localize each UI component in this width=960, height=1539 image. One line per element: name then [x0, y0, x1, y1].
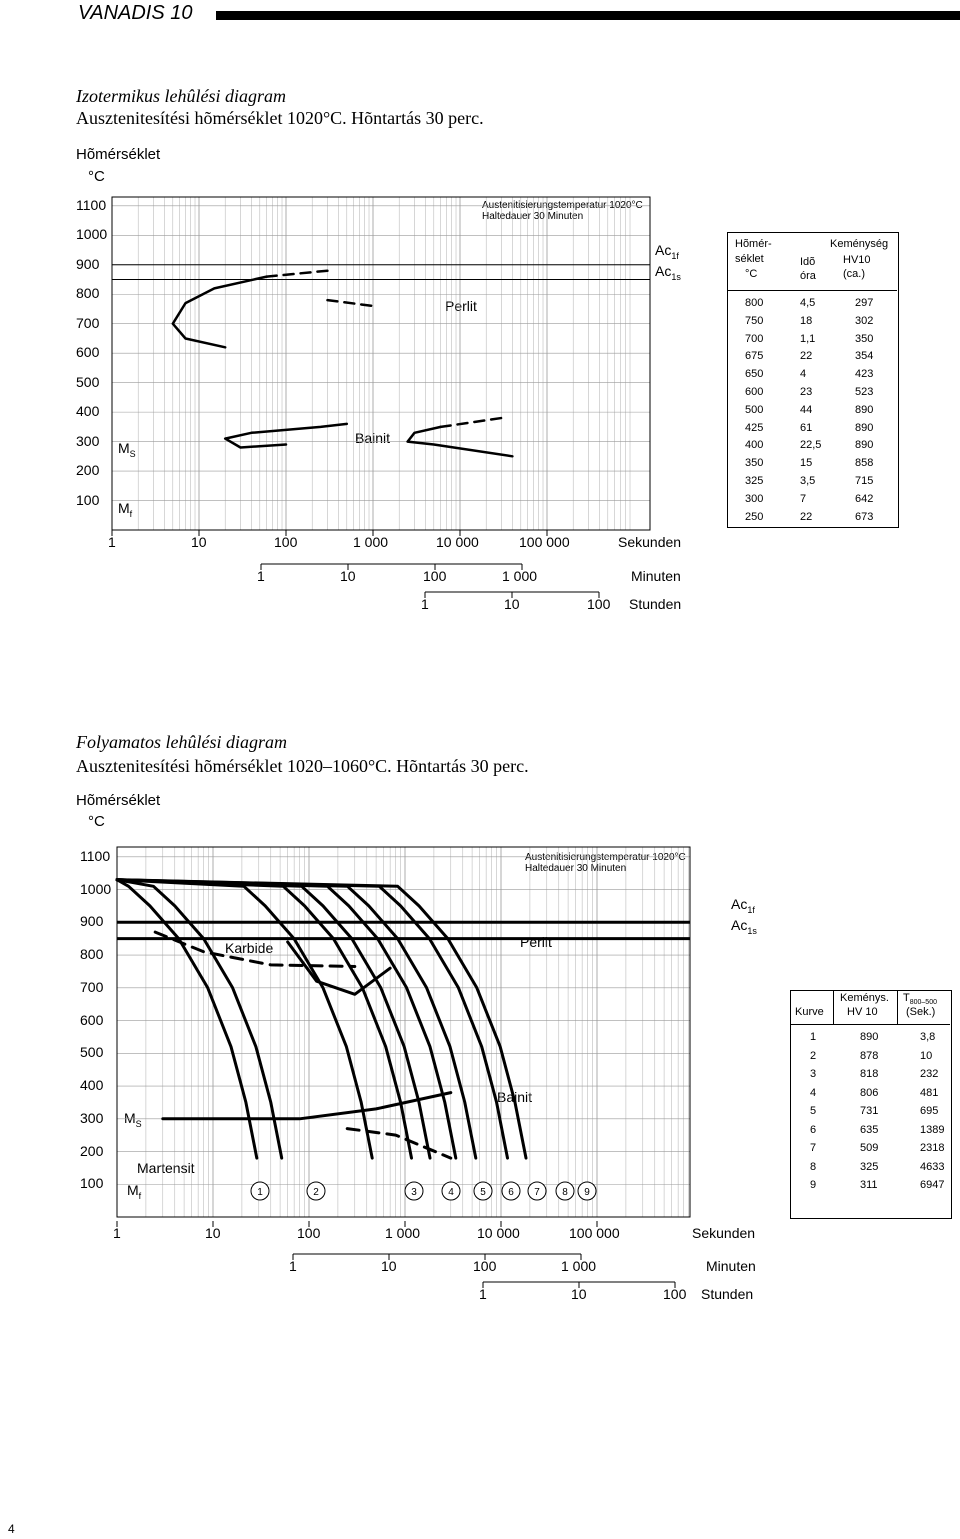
chart2-x-tick: 1 [113, 1225, 121, 1241]
chart1-annotation-line2: Haltedauer 30 Minuten [482, 211, 584, 222]
chart2-table-cell: 7 [810, 1142, 817, 1154]
chart1-y-tick: 1000 [76, 226, 108, 243]
chart2-x-unit: Stunden [701, 1286, 754, 1302]
chart2-table-cell: 8 [810, 1160, 817, 1173]
chart1-table-cell: 423 [855, 368, 874, 381]
chart2-mf-label: $M_f$ [127, 1182, 142, 1201]
chart1-x-tick: 1 000 [353, 534, 389, 550]
chart1-table-cell: 642 [855, 492, 874, 505]
chart2-frame [117, 847, 690, 1217]
chart2-curve-label: 1 [257, 1187, 263, 1198]
chart1-table-cell: 3,5 [800, 475, 816, 487]
chart1-table-cell: 523 [855, 386, 874, 398]
chart1-ac1f-label: $Ac_{1f}$ [655, 242, 679, 261]
chart2-x-unit: Minuten [706, 1258, 756, 1274]
chart2-table-cell: 4 [810, 1086, 817, 1099]
chart2-curve-label: 5 [480, 1187, 486, 1198]
chart1-table-cell: 350 [855, 332, 874, 345]
chart2-y-tick: 100 [80, 1175, 104, 1192]
chart1-bainit-finish-dashed [441, 418, 502, 427]
chart2-table-cell: 509 [860, 1142, 879, 1154]
chart2-table-cell: 9 [810, 1179, 817, 1191]
chart2-y-tick: 300 [80, 1109, 104, 1126]
chart1-table-cell: 890 [855, 421, 874, 434]
chart1-x-tick: 1 [421, 596, 429, 612]
chart2-curve-label: 2 [313, 1187, 319, 1198]
chart1-y-tick: 600 [76, 344, 100, 361]
chart2-x-tick: 10 000 [477, 1225, 520, 1241]
chart2-subtitle: Ausztenitesítési hõmérséklet 1020–1060°C. Hõntartás 30 perc. [76, 756, 529, 776]
chart1-table-cell: 4 [800, 368, 807, 381]
chart2-x-tick: 100 [663, 1286, 687, 1302]
chart2-y-tick: 1000 [80, 880, 112, 897]
page-number: 4 [8, 1522, 15, 1536]
chart2-annotation-line2: Haltedauer 30 Minuten [525, 863, 627, 874]
chart1-table-header-temp-1: Hõmér- [735, 238, 772, 250]
chart2-plot [117, 847, 690, 1288]
chart2-y-tick: 900 [80, 913, 104, 930]
chart2-y-tick: 400 [80, 1077, 104, 1094]
chart2-region-martensit: Martensit [137, 1160, 195, 1176]
chart1-table-cell: 500 [745, 403, 764, 416]
chart2-table-cell: 3 [810, 1068, 817, 1080]
chart2-y-tick: 800 [80, 946, 104, 963]
chart1-x-tick: 100 [587, 596, 611, 612]
chart1-y-tick: 500 [76, 373, 100, 390]
chart1-table-cell: 4,5 [800, 297, 816, 309]
chart1-table-cell: 22 [800, 510, 813, 523]
chart1-table-cell: 354 [855, 350, 874, 363]
chart1-table-header-time-1: Idõ [800, 256, 816, 268]
chart2-table-header-t-unit: (Sek.) [906, 1006, 936, 1018]
header-title: VANADIS 10 [78, 2, 193, 24]
chart1-x-tick: 10 [191, 534, 207, 550]
chart1-table-header-temp-2: séklet [735, 253, 764, 265]
chart1-table-cell: 673 [855, 510, 874, 523]
chart2-yunit: °C [88, 813, 105, 830]
chart1-table-cell: 22 [800, 350, 813, 363]
chart1-x-unit: Minuten [631, 568, 681, 584]
chart1-table-cell: 750 [745, 314, 764, 327]
chart1-table-cell: 700 [745, 332, 764, 345]
chart1-table-cell: 302 [855, 314, 874, 327]
chart1-table-header-temp-3: °C [745, 268, 758, 280]
chart1-region-perlit: Perlit [445, 298, 477, 314]
chart2-y-tick: 1100 [80, 847, 111, 864]
chart1-table-cell: 800 [745, 297, 764, 309]
chart2-region-karbide: Karbide [225, 940, 274, 956]
chart2-table-header-curve: Kurve [795, 1006, 824, 1018]
chart1-x-tick: 1 [108, 534, 116, 550]
chart2-x-tick: 1 [289, 1258, 297, 1274]
chart2-title: Folyamatos lehûlési diagram [76, 732, 287, 752]
chart2-region-perlit: Perlit [520, 934, 552, 950]
chart1-x-tick: 100 [423, 568, 447, 584]
chart2-x-tick: 1 [479, 1286, 487, 1302]
chart1-x-tick: 100 000 [519, 534, 570, 550]
chart1-x-tick: 1 000 [502, 568, 538, 584]
chart1-table-header-hard-3: (ca.) [843, 268, 865, 280]
chart2-table-header-hard-2: HV 10 [847, 1006, 878, 1018]
chart2-ylabel: Hõmérséklet [76, 792, 161, 809]
chart1-ac1s-label: $Ac_{1s}$ [655, 263, 681, 282]
chart2-region-bainit: Bainit [497, 1089, 533, 1105]
chart2-y-tick: 200 [80, 1142, 104, 1159]
chart1-region-bainit: Bainit [355, 430, 391, 446]
chart1-x-tick: 10 000 [436, 534, 479, 550]
chart2-table-cell: 2318 [920, 1142, 945, 1154]
chart1-table-cell: 715 [855, 475, 874, 487]
chart1-x-unit: Sekunden [618, 534, 682, 550]
chart1-x-tick: 100 [274, 534, 298, 550]
chart2-table-cell: 731 [860, 1105, 879, 1117]
chart2-table-cell: 1389 [920, 1123, 945, 1136]
chart1-table-cell: 61 [800, 421, 813, 434]
chart2-ac1f-label: $Ac_{1f}$ [731, 896, 755, 915]
chart1-y-tick: 200 [76, 462, 100, 479]
chart1-ylabel: Hõmérséklet [76, 146, 161, 163]
chart1-y-tick: 300 [76, 432, 100, 449]
chart2-annotation-line1: Austenitisierungstemperatur 1020°C [525, 852, 686, 863]
chart2-table-cell: 635 [860, 1123, 879, 1136]
chart2-table-cell: 3,8 [920, 1031, 936, 1043]
chart2-table-cell: 878 [860, 1049, 879, 1062]
chart1-frame [112, 197, 650, 530]
chart2-y-tick: 600 [80, 1011, 104, 1028]
chart1-annotation-line1: Austenitisierungstemperatur 1020°C [482, 200, 643, 211]
chart1-table-cell: 300 [745, 492, 764, 505]
chart2-x-tick: 100 000 [569, 1225, 620, 1241]
chart1-table-cell: 325 [745, 475, 764, 487]
chart2-table-cell: 890 [860, 1031, 879, 1043]
chart2-y-tick: 500 [80, 1044, 104, 1061]
chart2-ac1s-label: $Ac_{1s}$ [731, 917, 757, 936]
chart1-x-tick: 1 [257, 568, 265, 584]
chart1-y-tick: 800 [76, 285, 100, 302]
chart1-table-header-time-2: óra [800, 270, 816, 282]
chart2-curve-label: 6 [508, 1187, 514, 1198]
chart2-y-tick: 700 [80, 978, 104, 995]
chart1-y-tick: 700 [76, 314, 100, 331]
chart1-mf-label: $M_f$ [118, 500, 133, 519]
chart2-ms-label: $M_S$ [124, 1110, 142, 1129]
chart1-table-cell: 1,1 [800, 332, 816, 345]
chart2-bainit-finish [347, 1129, 451, 1159]
chart2-table-header-hard-1: Keménys. [840, 992, 889, 1004]
chart1-table-cell: 22,5 [800, 439, 822, 452]
chart2-table-cell: 806 [860, 1086, 879, 1099]
chart1-yunit: °C [88, 168, 105, 185]
chart2-table-cell: 232 [920, 1068, 939, 1080]
chart2-curve-label: 9 [584, 1187, 590, 1198]
chart1-y-tick: 1100 [76, 196, 107, 213]
chart2-curve-label: 7 [534, 1187, 540, 1198]
chart2-table-cell: 695 [920, 1105, 939, 1117]
chart1-y-tick: 900 [76, 255, 100, 272]
chart2-ms-line [163, 1093, 451, 1119]
chart2-x-tick: 1 000 [561, 1258, 597, 1274]
chart1-perlit-finish-dashed [328, 300, 374, 306]
chart1-x-unit: Stunden [629, 596, 682, 612]
chart1-table-cell: 425 [745, 421, 764, 434]
chart2-x-tick: 1 000 [385, 1225, 421, 1241]
chart1-table-cell: 297 [855, 297, 874, 309]
chart1-table-cell: 44 [800, 403, 813, 416]
chart1-y-tick: 400 [76, 403, 100, 420]
chart2-table-cell: 4633 [920, 1160, 945, 1173]
chart2-x-tick: 100 [297, 1225, 321, 1241]
chart1-table-cell: 650 [745, 368, 764, 381]
chart2-x-tick: 100 [473, 1258, 497, 1274]
chart2-table-cell: 2 [810, 1049, 817, 1062]
chart2-curve-label: 3 [411, 1187, 417, 1198]
chart2-table-cell: 6 [810, 1123, 817, 1136]
chart1-table-cell: 600 [745, 386, 764, 398]
chart2-table-cell: 10 [920, 1049, 933, 1062]
chart1-table-cell: 23 [800, 386, 813, 398]
chart2-table-cell: 1 [810, 1031, 817, 1043]
chart1-title: Izotermikus lehûlési diagram [76, 86, 286, 106]
chart1-x-tick: 10 [504, 596, 520, 612]
chart2-table-cell: 311 [860, 1179, 878, 1191]
chart1-table-cell: 15 [800, 457, 813, 470]
chart1-subtitle: Ausztenitesítési hõmérséklet 1020°C. Hõntartás 30 perc. [76, 108, 484, 128]
chart2-x-tick: 10 [571, 1286, 587, 1302]
chart2-curve-label: 4 [448, 1187, 454, 1198]
chart2-x-unit: Sekunden [692, 1225, 756, 1241]
chart1-table-cell: 18 [800, 314, 813, 327]
chart2-table-cell: 325 [860, 1160, 879, 1173]
chart2-x-tick: 10 [381, 1258, 397, 1274]
chart2-table-cell: 6947 [920, 1179, 945, 1191]
chart2-table-cell: 818 [860, 1068, 879, 1080]
chart1-table-cell: 890 [855, 439, 874, 452]
chart1-x-tick: 10 [340, 568, 356, 584]
chart1-table-header-hard-2: HV10 [843, 254, 871, 266]
chart2-curve-label: 8 [562, 1187, 568, 1198]
chart2-table-header-t: $T_{800-500}$ [903, 992, 937, 1007]
chart2-table-cell: 481 [920, 1086, 939, 1099]
chart1-table-cell: 858 [855, 457, 874, 470]
chart1-plot [112, 197, 650, 598]
chart2-table-cell: 5 [810, 1105, 817, 1117]
chart1-ms-label: $M_S$ [118, 440, 136, 459]
chart1-table-cell: 400 [745, 439, 764, 452]
chart1-y-tick: 100 [76, 491, 100, 508]
chart1-perlit-start-curve [173, 277, 267, 348]
chart1-table-cell: 7 [800, 492, 807, 505]
chart1-table-cell: 675 [745, 350, 764, 363]
chart2-x-tick: 10 [205, 1225, 221, 1241]
chart1-table-header-hard-1: Keménység [830, 238, 889, 250]
chart1-table-cell: 350 [745, 457, 764, 470]
chart1-table-cell: 890 [855, 403, 874, 416]
chart1-perlit-start-dashed [267, 271, 328, 277]
chart1-table-cell: 250 [745, 510, 764, 523]
